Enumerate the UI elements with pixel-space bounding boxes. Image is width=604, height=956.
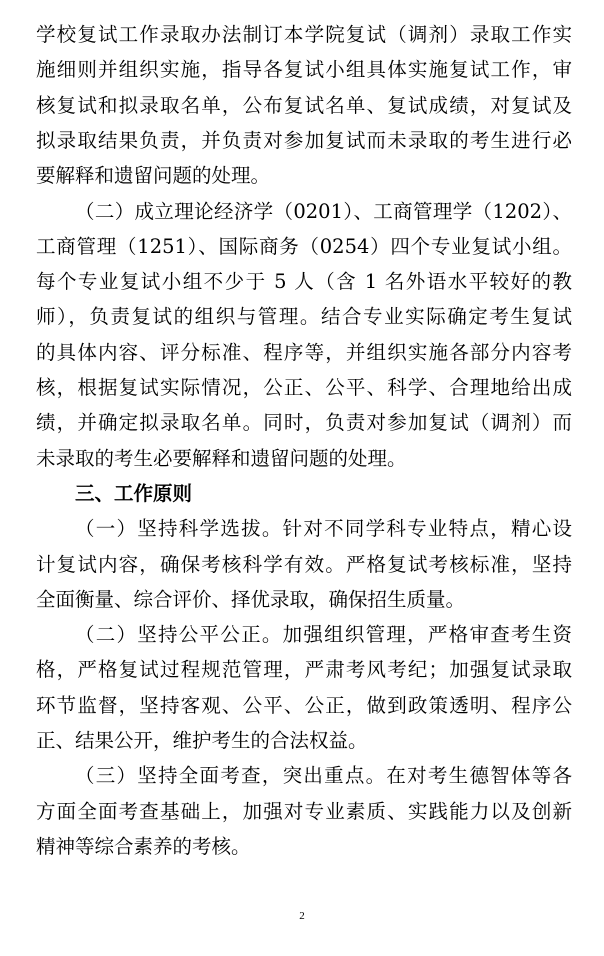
text-line: 工商管理（1251）、国际商务（0254）四个专业复试小组。 xyxy=(36,234,572,258)
text-line: 学校复试工作录取办法制订本学院复试（调剂）录取工作实 xyxy=(36,23,572,46)
text-line: 环节监督，坚持客观、公平、公正，做到政策透明、程序公 xyxy=(36,693,572,717)
page-number: 2 xyxy=(299,910,305,922)
text-line: 的具体内容、评分标准、程序等，并组织实施各部分内容考 xyxy=(36,340,572,364)
text-line: （一）坚持科学选拔。针对不同学科专业特点，精心设 xyxy=(75,517,572,541)
text-line: 师），负责复试的组织与管理。结合专业实际确定考生复试 xyxy=(36,305,572,329)
text-line: 格，严格复试过程规范管理，严肃考风考纪；加强复试录取 xyxy=(36,658,572,682)
text-line: 拟录取结果负责，并负责对参加复试而未录取的考生进行必 xyxy=(36,128,572,152)
text-line: 精神等综合素养的考核。 xyxy=(36,834,251,858)
text-line: （三）坚持全面考查，突出重点。在对考生德智体等各 xyxy=(75,764,572,788)
text-line: 要解释和遗留问题的处理。 xyxy=(36,164,271,188)
section-heading: 三、工作原则 xyxy=(75,481,193,505)
text-line: 正、结果公开，维护考生的合法权益。 xyxy=(36,729,368,752)
text-line: （二）成立理论经济学（0201）、工商管理学（1202）、 xyxy=(75,199,572,223)
text-line: （二）坚持公平公正。加强组织管理，严格审查考生资 xyxy=(75,623,572,647)
text-line: 计复试内容，确保考核科学有效。严格复试考核标准，坚持 xyxy=(36,552,572,576)
text-line: 施细则并组织实施，指导各复试小组具体实施复试工作，审 xyxy=(36,58,572,82)
text-line: 绩，并确定拟录取名单。同时，负责对参加复试（调剂）而 xyxy=(36,411,572,435)
text-line: 每个专业复试小组不少于 5 人（含 1 名外语水平较好的教 xyxy=(36,270,572,294)
text-line: 核复试和拟录取名单，公布复试名单、复试成绩，对复试及 xyxy=(36,93,572,117)
text-line: 未录取的考生必要解释和遗留问题的处理。 xyxy=(36,446,407,470)
text-line: 核，根据复试实际情况，公正、公平、科学、合理地给出成 xyxy=(36,376,572,399)
text-line: 全面衡量、综合评价、择优录取，确保招生质量。 xyxy=(36,587,466,611)
text-line: 方面全面考查基础上，加强对专业素质、实践能力以及创新 xyxy=(36,799,572,823)
